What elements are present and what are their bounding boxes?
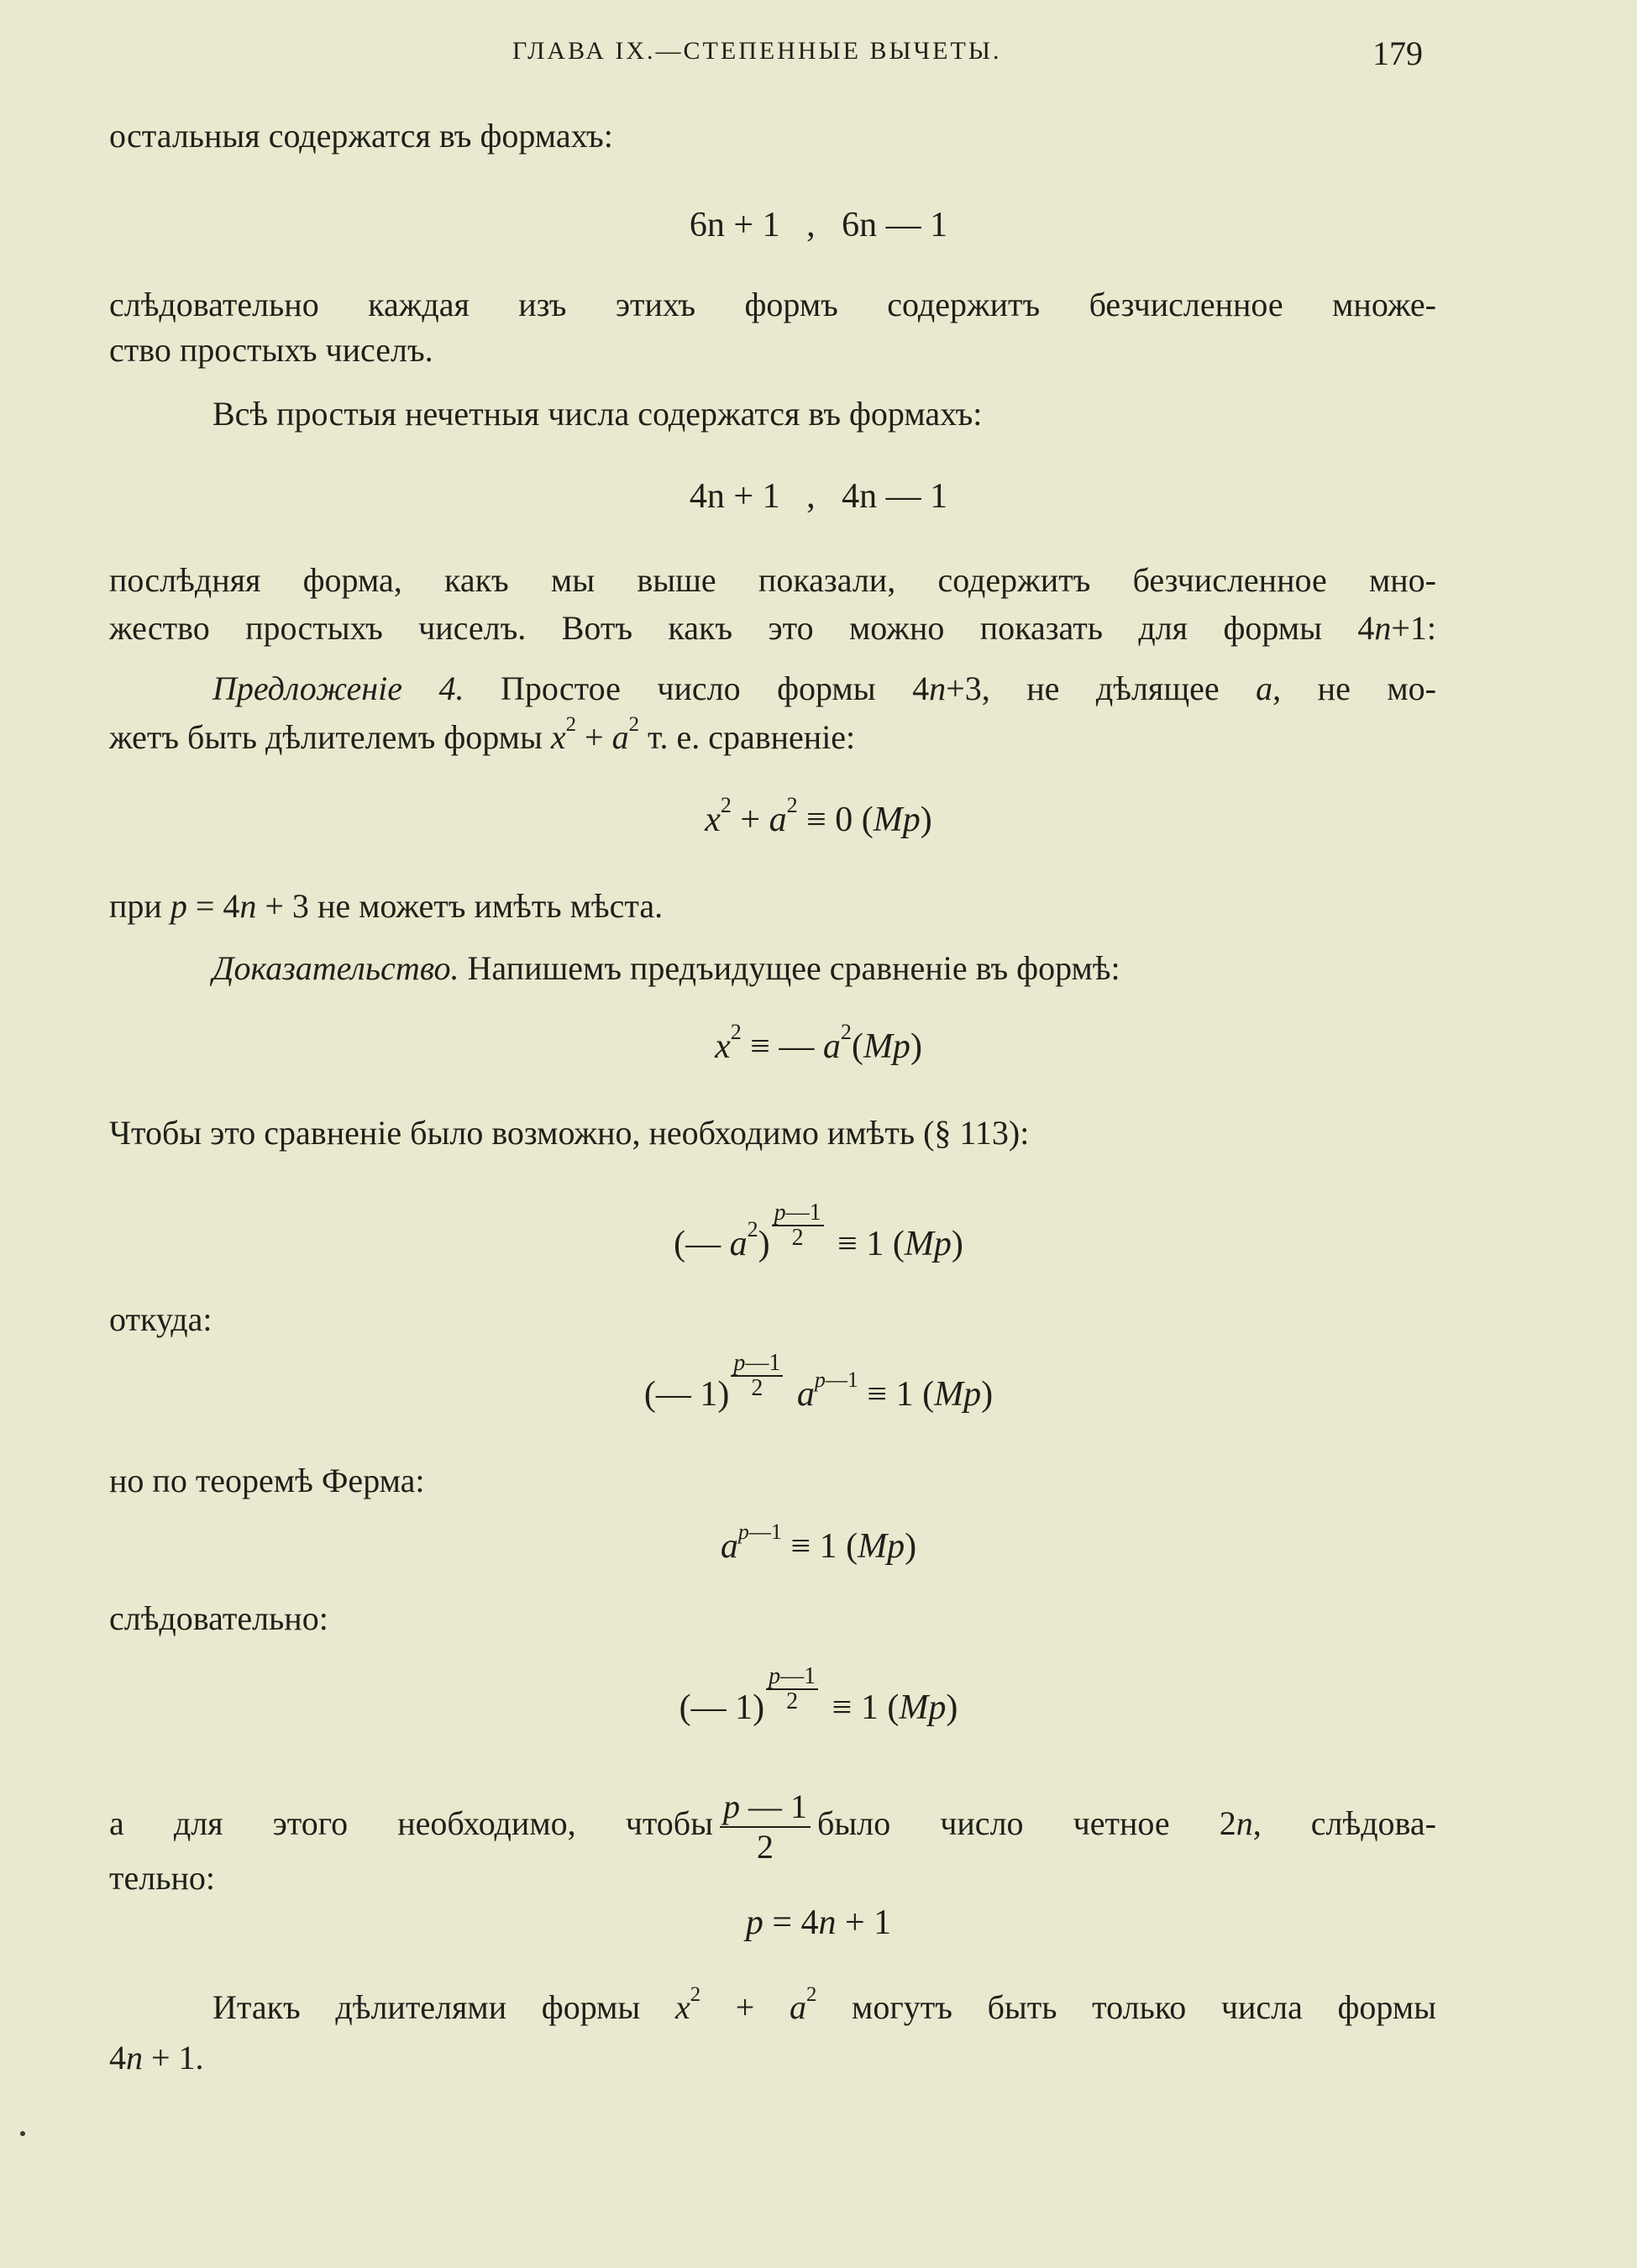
ink-speck — [20, 2131, 25, 2136]
text-line: ство простыхъ чиселъ. — [109, 331, 433, 369]
proof-line: Доказательство. Напишемъ предъидущее сравненiе въ формѣ: — [212, 949, 1120, 987]
proof-label: Доказательство. — [212, 949, 459, 987]
equation-minus-one: (— 1) $\frac{p—1}{2}$ ≡ 1 (Mp) — [679, 1663, 958, 1727]
text-line: откуда: — [109, 1300, 212, 1338]
equation-forms-6n: 6n + 1 , 6n — 1 — [689, 206, 948, 244]
equation-expanded: (— 1) $\frac{p—1}{2}$ $a^{p—1} \equiv 1$ (Mp) — [643, 1350, 994, 1414]
proposition-label: Предложенiе 4. — [212, 669, 464, 707]
text-line: а для этого необходимо, чтобы $\frac{p — 1}{2}$ было число четное 2n, слѣдова- — [109, 1788, 1436, 1866]
running-header: ГЛАВА IX.—СТЕПЕННЫЕ ВЫЧЕТЫ. — [512, 37, 1002, 65]
text-line: слѣдовательно: — [109, 1599, 328, 1637]
text-line: остальныя содержатся въ формахъ: — [109, 117, 613, 155]
text-line: послѣдняя форма, какъ мы выше показали, содержитъ безчисленное мно- — [109, 561, 1436, 599]
text-line: Всѣ простыя нечетныя числа содержатся въ формахъ: — [212, 395, 983, 433]
equation-forms-4n: 4n + 1 , 4n — 1 — [689, 477, 948, 516]
equation-result: p = 4n + 1 — [745, 1903, 892, 1942]
equation-euler-criterion: (— $a^2$) $\frac{p—1}{2}$ ≡ 1 (Mp) — [674, 1200, 963, 1263]
equation-fermat: $a^{p—1} \equiv 1$ (Mp) — [720, 1519, 917, 1566]
text-line: Чтобы это сравненiе было возможно, необходимо имѣть (§ 113): — [109, 1114, 1030, 1152]
text-line: жетъ быть дѣлителемъ формы $x^2 + a^2$ т. е. сравненiе: — [109, 712, 856, 756]
page-number: 179 — [1372, 34, 1423, 72]
equation-congruence: $x^2 + a^2 \equiv 0$ (Mp) — [705, 792, 932, 839]
fraction: $\frac{p — 1}{2}$ — [720, 1789, 811, 1865]
text-line: Итакъ дѣлителями формы $x^2 + a^2$ могутъ быть только числа формы — [212, 1982, 1437, 2026]
proposition-line: Предложенiе 4. Простое число формы 4n+3, не дѣлящее a, не мо- — [212, 669, 1436, 707]
equation-x2: $x^2$ ≡ — $a^2(Mp)$ — [715, 1019, 922, 1066]
text-line: тельно: — [109, 1859, 215, 1897]
text-line: 4n + 1. — [109, 2039, 204, 2076]
text-line: жество простыхъ чиселъ. Вотъ какъ это можно показать для формы 4n+1: — [109, 609, 1436, 647]
text-line: при p = 4n + 3 не можетъ имѣть мѣста. — [109, 887, 664, 925]
text-line: но по теоремѣ Ферма: — [109, 1462, 425, 1499]
text-line: слѣдовательно каждая изъ этихъ формъ содержитъ безчисленное множе- — [109, 286, 1436, 323]
